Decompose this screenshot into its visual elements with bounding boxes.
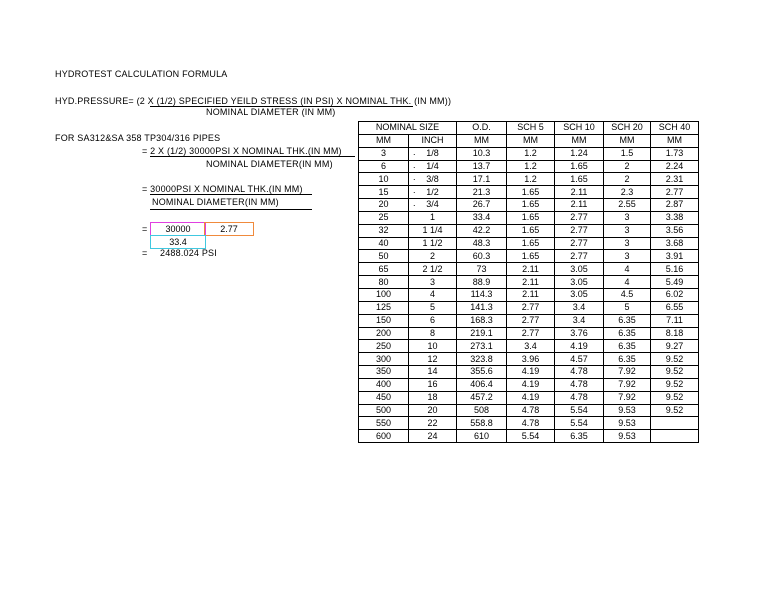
table-row [359, 430, 699, 443]
table-header-cell: SCH 10 [555, 122, 604, 135]
table-cell-value: 20 [427, 404, 438, 415]
table-cell: 1.2 [507, 173, 555, 186]
table-cell-value: 3/4 [426, 199, 439, 210]
table-cell: 2.77 [507, 327, 555, 340]
table-header-row [359, 122, 699, 135]
table-cell [409, 276, 457, 289]
table-cell: 2.77 [555, 250, 604, 263]
table-cell: 1.65 [507, 250, 555, 263]
table-unit-cell: MM [457, 134, 507, 147]
table-cell: 2.11 [507, 263, 555, 276]
document-title: HYDROTEST CALCULATION FORMULA [55, 69, 228, 79]
table-cell: 1.24 [555, 147, 604, 160]
dot-mark: . [413, 172, 416, 183]
table-cell: 6.35 [604, 314, 651, 327]
table-cell: 2.31 [651, 173, 699, 186]
table-cell [409, 186, 457, 199]
table-cell [409, 430, 457, 443]
table-cell: 5.54 [555, 417, 604, 430]
table-cell-value: 12 [427, 353, 438, 364]
pipe-schedule-table [358, 121, 699, 443]
table-cell: 9.53 [604, 404, 651, 417]
table-cell: 5 [604, 301, 651, 314]
table-cell: 2.11 [555, 186, 604, 199]
table-cell: 3.38 [651, 211, 699, 224]
dot-mark: . [413, 147, 416, 157]
table-cell: 7.92 [604, 391, 651, 404]
step3-cell-a: 30000 [150, 222, 206, 236]
table-cell: 42.2 [457, 224, 507, 237]
table-cell: 350 [359, 366, 409, 379]
table-row [359, 224, 699, 237]
table-cell: 450 [359, 391, 409, 404]
table-cell: 200 [359, 327, 409, 340]
formula-denominator: NOMINAL DIAMETER (IN MM) [206, 107, 336, 117]
table-cell: 7.11 [651, 314, 699, 327]
table-cell: 21.3 [457, 186, 507, 199]
step2-underline [150, 184, 312, 195]
table-header-cell: O.D. [457, 122, 507, 135]
dot-mark: . [413, 185, 416, 196]
table-cell [651, 417, 699, 430]
step2-numerator: = 30000PSI X NOMINAL THK.(IN MM) [142, 184, 303, 194]
table-cell: 65 [359, 263, 409, 276]
table-cell: 500 [359, 404, 409, 417]
table-unit-cell: INCH [409, 134, 457, 147]
table-row [359, 173, 699, 186]
table-cell: 406.4 [457, 378, 507, 391]
table-cell: 3.4 [555, 301, 604, 314]
table-row [359, 186, 699, 199]
table-cell: 2.11 [555, 199, 604, 212]
table-cell: 5.54 [555, 404, 604, 417]
table-cell: 6.35 [604, 353, 651, 366]
table-cell-value: 3 [429, 276, 435, 287]
table-cell: 5.49 [651, 276, 699, 289]
table-cell: 457.2 [457, 391, 507, 404]
step1-underline [150, 146, 355, 157]
table-cell: 26.7 [457, 199, 507, 212]
table-cell: 3.4 [555, 314, 604, 327]
table-cell: 508 [457, 404, 507, 417]
table-cell: 40 [359, 237, 409, 250]
table-row [359, 327, 699, 340]
table-cell: 4.19 [555, 340, 604, 353]
table-cell: 4.78 [555, 391, 604, 404]
table-unit-cell: MM [359, 134, 409, 147]
table-cell [409, 173, 457, 186]
table-cell [651, 430, 699, 443]
table-cell: 3.05 [555, 288, 604, 301]
table-cell-value: 1 1/2 [422, 238, 443, 249]
table-row [359, 366, 699, 379]
table-cell: 4.57 [555, 353, 604, 366]
table-cell: 7.92 [604, 366, 651, 379]
step3-cell-b: 2.77 [204, 222, 254, 236]
pipes-label: FOR SA312&SA 358 TP304/316 PIPES [55, 133, 221, 143]
table-cell: 1.73 [651, 147, 699, 160]
table-cell: 1.2 [507, 147, 555, 160]
table-header-cell: SCH 40 [651, 122, 699, 135]
table-cell: 2.77 [555, 211, 604, 224]
table-cell: 13.7 [457, 160, 507, 173]
table-row [359, 160, 699, 173]
table-cell: 610 [457, 430, 507, 443]
table-cell: 8.18 [651, 327, 699, 340]
table-cell: 60.3 [457, 250, 507, 263]
table-cell: 6.35 [555, 430, 604, 443]
table-cell: 3.96 [507, 353, 555, 366]
table-cell [409, 263, 457, 276]
table-header-cell: SCH 20 [604, 122, 651, 135]
table-cell: 3.05 [555, 263, 604, 276]
step2-den-underline [150, 197, 312, 210]
table-cell: 3.91 [651, 250, 699, 263]
table-cell: 9.52 [651, 378, 699, 391]
table-cell: 3 [604, 250, 651, 263]
table-cell: 150 [359, 314, 409, 327]
table-cell: 6.02 [651, 288, 699, 301]
table-cell: 3.76 [555, 327, 604, 340]
table-cell: 4.78 [555, 378, 604, 391]
table-cell: 1.2 [507, 160, 555, 173]
table-cell: 3 [359, 147, 409, 160]
dot-mark: . [413, 160, 416, 170]
table-row [359, 250, 699, 263]
table-cell-value: 22 [427, 417, 438, 428]
table-cell: 1.65 [507, 211, 555, 224]
table-cell: 600 [359, 430, 409, 443]
table-cell: 6.55 [651, 301, 699, 314]
table-cell-value: 4 [429, 289, 435, 300]
table-cell: 9.53 [604, 430, 651, 443]
table-row [359, 237, 699, 250]
table-cell [409, 160, 457, 173]
table-cell: 73 [457, 263, 507, 276]
table-cell-value: 24 [427, 430, 438, 441]
table-cell: 2 [604, 160, 651, 173]
table-cell: 4.78 [507, 404, 555, 417]
table-cell: 4 [604, 276, 651, 289]
table-cell-value: 18 [427, 392, 438, 403]
table-cell: 9.52 [651, 391, 699, 404]
table-row [359, 276, 699, 289]
table-cell: 1.65 [555, 160, 604, 173]
table-cell: 3.56 [651, 224, 699, 237]
table-cell [409, 366, 457, 379]
table-cell [409, 301, 457, 314]
table-cell: 15 [359, 186, 409, 199]
table-unit-cell: MM [604, 134, 651, 147]
table-cell: 4.78 [507, 417, 555, 430]
table-cell: 1.65 [555, 173, 604, 186]
table-cell: 273.1 [457, 340, 507, 353]
step1-numerator: = 2 X (1/2) 30000PSI X NOMINAL THK.(IN MM) [142, 146, 342, 156]
table-header-cell: SCH 5 [507, 122, 555, 135]
table-row [359, 417, 699, 430]
table-cell-value: 3/8 [426, 173, 439, 184]
table-cell: 10 [359, 173, 409, 186]
table-body [359, 122, 699, 443]
table-cell-value: 2 1/2 [422, 263, 443, 274]
table-cell: 10.3 [457, 147, 507, 160]
table-row [359, 314, 699, 327]
table-cell-value: 1 1/4 [422, 225, 443, 236]
table-cell: 1.65 [507, 237, 555, 250]
table-cell: 250 [359, 340, 409, 353]
table-row [359, 263, 699, 276]
table-cell: 4.5 [604, 288, 651, 301]
table-cell: 219.1 [457, 327, 507, 340]
table-cell-value: 1/8 [426, 148, 439, 159]
table-cell: 3.05 [555, 276, 604, 289]
table-cell [409, 147, 457, 160]
table-cell: 168.3 [457, 314, 507, 327]
table-cell: 9.27 [651, 340, 699, 353]
step2-denominator: NOMINAL DIAMETER(IN MM) [152, 197, 279, 207]
table-cell: 4.19 [507, 366, 555, 379]
table-cell [409, 404, 457, 417]
table-cell: 2.77 [555, 224, 604, 237]
table-cell: 9.52 [651, 366, 699, 379]
table-cell [409, 353, 457, 366]
table-header-cell: NOMINAL SIZE [359, 122, 457, 135]
table-cell: 50 [359, 250, 409, 263]
table-cell [409, 391, 457, 404]
table-cell: 141.3 [457, 301, 507, 314]
table-cell-value: 6 [429, 315, 435, 326]
result-value: 2488.024 PSI [160, 248, 217, 258]
table-cell-value: 10 [427, 340, 438, 351]
table-cell: 2.11 [507, 288, 555, 301]
table-cell: 20 [359, 199, 409, 212]
table-cell [409, 250, 457, 263]
table-cell: 6.35 [604, 327, 651, 340]
table-cell: 2 [604, 173, 651, 186]
table-cell: 2.77 [555, 237, 604, 250]
table-cell: 7.92 [604, 378, 651, 391]
table-cell: 558.8 [457, 417, 507, 430]
table-cell [409, 199, 457, 212]
table-cell: 9.52 [651, 353, 699, 366]
step3-equals: = [142, 224, 148, 234]
step3-cell-den: 33.4 [150, 235, 206, 249]
table-cell: 100 [359, 288, 409, 301]
table-cell-value: 16 [427, 379, 438, 390]
table-cell: 550 [359, 417, 409, 430]
table-cell: 1.65 [507, 199, 555, 212]
table-cell-value: 2 [429, 250, 435, 261]
table-cell: 48.3 [457, 237, 507, 250]
table-cell: 2.87 [651, 199, 699, 212]
table-cell: 5.16 [651, 263, 699, 276]
table-row [359, 301, 699, 314]
table-cell: 4.19 [507, 391, 555, 404]
table-row [359, 391, 699, 404]
table-row [359, 378, 699, 391]
table-cell: 2.55 [604, 199, 651, 212]
table-cell [409, 288, 457, 301]
table-cell [409, 327, 457, 340]
formula-line1: HYD.PRESSURE= (2 X (1/2) SPECIFIED YEILD STRESS (IN PSI) X NOMINAL THK. (IN MM)) [55, 96, 452, 106]
table-cell [409, 340, 457, 353]
table-cell-value: 8 [429, 327, 435, 338]
table-cell: 5.54 [507, 430, 555, 443]
table-cell: 6 [359, 160, 409, 173]
table-cell: 4 [604, 263, 651, 276]
table-cell: 2.24 [651, 160, 699, 173]
table-cell: 4.19 [507, 378, 555, 391]
table-cell: 3.4 [507, 340, 555, 353]
table-cell: 32 [359, 224, 409, 237]
table-row [359, 147, 699, 160]
table-cell-value: 1/4 [426, 160, 439, 171]
table-cell: 88.9 [457, 276, 507, 289]
table-cell: 25 [359, 211, 409, 224]
table-cell-value: 5 [429, 302, 435, 313]
table-row [359, 404, 699, 417]
table-cell: 2.77 [507, 301, 555, 314]
table-cell [409, 224, 457, 237]
table-cell: 323.8 [457, 353, 507, 366]
table-cell: 80 [359, 276, 409, 289]
table-cell: 17.1 [457, 173, 507, 186]
table-row [359, 288, 699, 301]
table-unit-cell: MM [555, 134, 604, 147]
dot-mark: . [413, 198, 416, 209]
table-cell [409, 237, 457, 250]
table-cell: 114.3 [457, 288, 507, 301]
table-cell: 355.6 [457, 366, 507, 379]
table-cell: 125 [359, 301, 409, 314]
table-cell: 2.77 [651, 186, 699, 199]
table-cell [409, 417, 457, 430]
table-cell: 3 [604, 237, 651, 250]
result-equals: = [142, 248, 148, 258]
table-cell: 3 [604, 211, 651, 224]
table-cell-value: 14 [427, 366, 438, 377]
table-cell: 4.78 [555, 366, 604, 379]
table-cell: 3.68 [651, 237, 699, 250]
table-cell: 33.4 [457, 211, 507, 224]
table-unit-cell: MM [507, 134, 555, 147]
table-cell: 9.52 [651, 404, 699, 417]
table-cell: 2.77 [507, 314, 555, 327]
step1-denominator: NOMINAL DIAMETER(IN MM) [206, 159, 333, 169]
table-cell [409, 378, 457, 391]
table-unit-row [359, 134, 699, 147]
table-cell: 1.65 [507, 224, 555, 237]
table-cell-value: 1 [429, 212, 435, 223]
table-cell [409, 314, 457, 327]
table-row [359, 340, 699, 353]
table-row [359, 211, 699, 224]
table-cell: 9.53 [604, 417, 651, 430]
table-cell-value: 1/2 [426, 186, 439, 197]
table-unit-cell: MM [651, 134, 699, 147]
table-row [359, 199, 699, 212]
table-cell: 300 [359, 353, 409, 366]
table-row [359, 353, 699, 366]
table-cell: 3 [604, 224, 651, 237]
formula-underline [150, 96, 413, 107]
table-cell: 2.3 [604, 186, 651, 199]
table-cell: 1.5 [604, 147, 651, 160]
table-cell [409, 211, 457, 224]
table-cell: 1.65 [507, 186, 555, 199]
table-cell: 2.11 [507, 276, 555, 289]
table-cell: 400 [359, 378, 409, 391]
table-cell: 6.35 [604, 340, 651, 353]
